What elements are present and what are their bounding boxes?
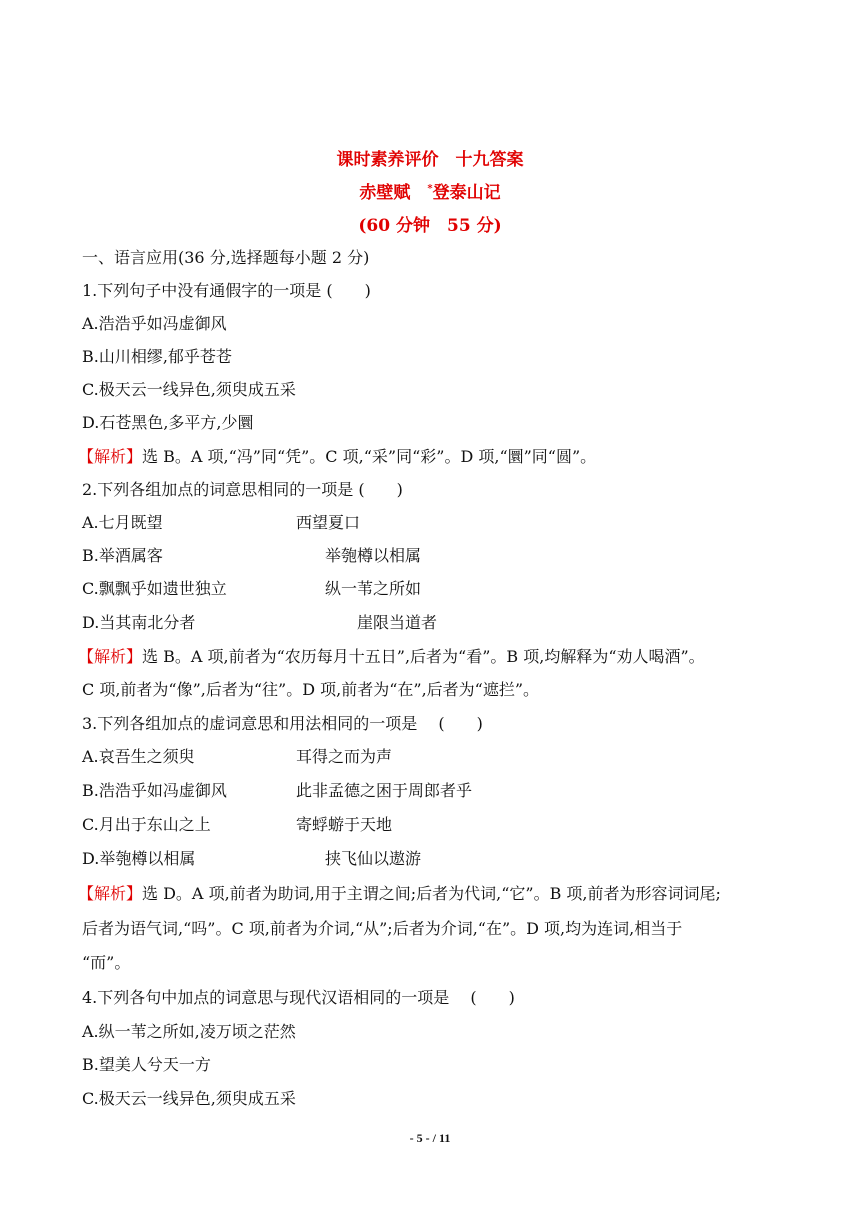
q3-option-b-pair: 此非孟德之困于周郎者乎 (296, 781, 473, 800)
q2-option-a-pair: 西望夏口 (296, 513, 361, 532)
q2-option-b: B.举酒属客 (82, 546, 163, 565)
q1-option-b: B.山川相缪,郁乎苍苍 (82, 347, 232, 366)
analysis-text: 选 D。A 项,前者为助词,用于主谓之间;后者为代词,“它”。B 项,前者为形容词词尾; (142, 884, 721, 903)
q2-analysis-cont: C 项,前者为“像”,后者为“往”。D 项,前者为“在”,后者为“遮拦”。 (82, 680, 540, 699)
q3-option-a-pair: 耳得之而为声 (296, 747, 393, 766)
question-4-stem: 4.下列各句中加点的词意思与现代汉语相同的一项是 ( ) (82, 988, 515, 1007)
question-2-stem: 2.下列各组加点的词意思相同的一项是 ( ) (82, 480, 403, 499)
q3-analysis (78, 883, 721, 905)
q2-option-c: C.飘飘乎如遗世独立 (82, 579, 227, 598)
q3-option-d-pair: 挟飞仙以遨游 (325, 849, 422, 868)
q3-analysis-cont: 后者为语气词,“吗”。C 项,前者为介词,“从”;后者为介词,“在”。D 项,均为连词,相当于 (82, 919, 683, 938)
q1-analysis (78, 446, 596, 468)
q2-option-a: A.七月既望 (82, 513, 163, 532)
q4-option-a: A.纵一苇之所如,凌万顷之茫然 (82, 1022, 296, 1041)
q3-option-c: C.月出于东山之上 (82, 815, 211, 834)
subtitle-pre: 赤壁赋 (359, 183, 428, 203)
q4-option-c: C.极天云一线异色,须臾成五采 (82, 1089, 296, 1108)
q1-option-d: D.石苍黑色,多平方,少圜 (82, 413, 254, 432)
analysis-text: 选 B。A 项,前者为“农历每月十五日”,后者为“看”。B 项,均解释为“劝人喝酒”。 (142, 647, 705, 666)
page-subtitle (0, 178, 860, 203)
analysis-tag: 【解析】 (78, 647, 143, 666)
analysis-tag: 【解析】 (78, 447, 143, 466)
q2-analysis (78, 646, 705, 668)
subtitle-post: 登泰山记 (432, 183, 501, 203)
page-title: 课时素养评价 十九答案 (336, 150, 524, 170)
q1-option-a: A.浩浩乎如冯虚御风 (82, 314, 227, 333)
question-3-stem: 3.下列各组加点的虚词意思和用法相同的一项是 ( ) (82, 714, 483, 733)
q2-option-b-pair: 举匏樽以相属 (325, 546, 422, 565)
subtitle-star: * (427, 183, 433, 195)
section-heading: 一、语言应用(36 分,选择题每小题 2 分) (82, 248, 370, 267)
q3-option-c-pair: 寄蜉蝣于天地 (296, 815, 393, 834)
analysis-tag: 【解析】 (78, 884, 143, 903)
page-number: - 5 - / 11 (409, 1131, 451, 1145)
q2-option-c-pair: 纵一苇之所如 (325, 579, 422, 598)
q1-option-c: C.极天云一线异色,须臾成五采 (82, 380, 296, 399)
time-score: (60 分钟 55 分) (358, 216, 502, 236)
q3-option-a: A.哀吾生之须臾 (82, 747, 195, 766)
question-1-stem: 1.下列句子中没有通假字的一项是 ( ) (82, 281, 371, 300)
q3-option-d: D.举匏樽以相属 (82, 849, 196, 868)
q3-option-b: B.浩浩乎如冯虚御风 (82, 781, 227, 800)
q2-option-d-pair: 崖限当道者 (357, 613, 438, 632)
q2-option-d: D.当其南北分者 (82, 613, 196, 632)
q4-option-b: B.望美人兮天一方 (82, 1055, 211, 1074)
q3-analysis-end: “而”。 (82, 953, 131, 972)
analysis-text: 选 B。A 项,“冯”同“凭”。C 项,“采”同“彩”。D 项,“圜”同“圆”。 (142, 447, 597, 466)
